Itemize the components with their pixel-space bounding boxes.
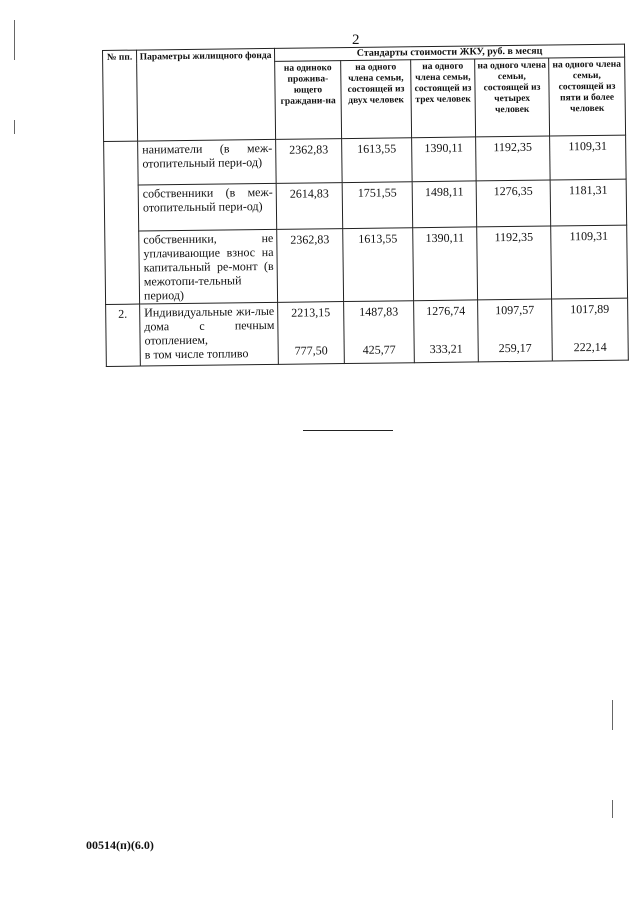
cell-value-pair xyxy=(344,301,415,364)
cell-value: 1181,31 xyxy=(550,179,627,226)
subheader-single: на одиноко прожива-ющего граждани-на xyxy=(275,61,342,140)
row-param: собственники, не уплачивающие взнос на капитальный ре-монт (в межотопи-тельный период) xyxy=(139,229,278,304)
cell-value: 1487,83 xyxy=(359,304,399,319)
cell-value: 2213,15 xyxy=(291,305,331,320)
cell-value-sub: 259,17 xyxy=(498,340,532,356)
scan-edge-mark xyxy=(612,800,613,818)
table-row xyxy=(106,298,629,366)
cell-value-sub: 333,21 xyxy=(429,341,463,357)
cell-value-sub: 222,14 xyxy=(573,339,607,355)
cell-value: 2362,83 xyxy=(277,229,344,303)
cell-value: 1192,35 xyxy=(476,136,551,181)
separator-line xyxy=(303,430,393,431)
cell-value: 1276,35 xyxy=(476,180,551,227)
cell-value: 2362,83 xyxy=(276,139,343,184)
cell-value: 1498,11 xyxy=(412,181,477,228)
subheader-five-plus: на одного члена семьи, состоящей из пяти и более человек xyxy=(549,57,626,136)
scan-edge-mark xyxy=(14,20,15,60)
cell-value-pair xyxy=(552,298,629,361)
cell-value: 1109,31 xyxy=(551,225,628,299)
subheader-three: на одного члена семьи, состоящей из трех человек xyxy=(411,59,476,138)
row-param: наниматели (в меж-отопительный пери-од) xyxy=(138,139,277,185)
cell-value: 1109,31 xyxy=(550,135,627,180)
table-row xyxy=(104,179,627,231)
page-number: 2 xyxy=(352,32,360,48)
cost-standards-table xyxy=(102,44,629,367)
cell-value: 1751,55 xyxy=(342,182,413,229)
row-number-empty xyxy=(104,141,140,304)
cell-value-pair xyxy=(278,302,345,365)
subheader-four: на одного члена семьи, состоящей из четырех человек xyxy=(475,58,550,137)
row-param-main: Индивидуальные жи-лые дома с печным отоплением, xyxy=(144,303,275,348)
table-row xyxy=(105,225,628,304)
header-cost-standards: Стандарты стоимости ЖКУ, руб. в месяц xyxy=(274,44,624,61)
cell-value: 1613,55 xyxy=(342,138,413,183)
cell-value: 1613,55 xyxy=(343,228,414,302)
cell-value: 1390,11 xyxy=(413,227,478,301)
document-code: 00514(п)(6.0) xyxy=(86,838,154,852)
cell-value: 1017,89 xyxy=(570,301,610,317)
cell-value-sub: 777,50 xyxy=(294,343,328,358)
cell-value: 1276,74 xyxy=(426,303,466,319)
scan-edge-mark xyxy=(612,700,613,730)
cell-value-pair xyxy=(414,300,479,363)
row-param: собственники (в меж-отопительный пери-од) xyxy=(138,183,277,231)
table-row xyxy=(104,135,626,185)
header-number: № пп. xyxy=(103,50,138,141)
subheader-two: на одного члена семьи, состоящей из двух человек xyxy=(341,60,412,139)
cell-value-sub: 425,77 xyxy=(362,342,396,357)
header-parameters: Параметры жилищного фонда xyxy=(137,48,276,141)
cell-value-pair xyxy=(478,299,553,362)
row-number: 2. xyxy=(106,304,141,366)
cell-value: 1192,35 xyxy=(477,226,552,300)
scan-edge-mark xyxy=(14,120,15,134)
row-param xyxy=(140,302,279,366)
cell-value: 1390,11 xyxy=(412,137,477,182)
cell-value: 1097,57 xyxy=(495,302,535,318)
cell-value: 2614,83 xyxy=(276,183,343,230)
row-param-sub: в том числе топливо xyxy=(144,346,249,362)
